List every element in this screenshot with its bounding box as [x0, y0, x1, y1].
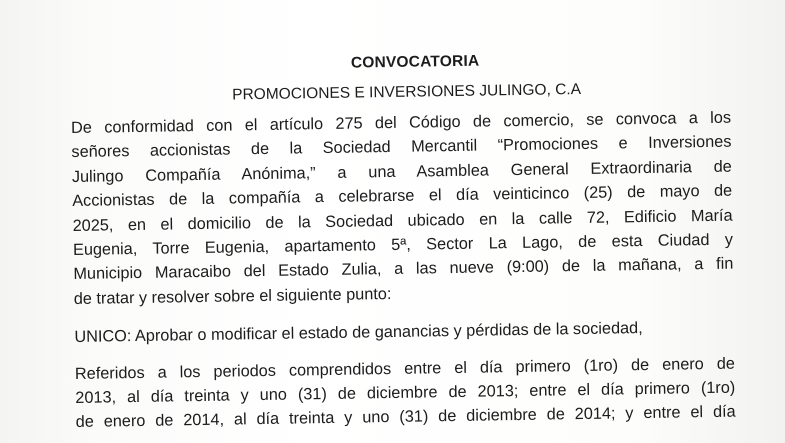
periods-paragraph	[75, 351, 736, 435]
paragraph-line: 2013, al día treinta y uno (31) de diciembre de 2013; entre el día primero (1ro)	[75, 378, 736, 407]
paragraph-line: de tratar y resolver sobre el siguiente punto:	[73, 284, 392, 308]
paragraph-line: Referidos a los periodos comprendidos entre el día primero (1ro) de enero de	[74, 354, 736, 383]
convocation-paragraph	[71, 106, 734, 311]
paragraph-line: de enero de 2014, al día treinta y uno (31) de diciembre de 2014; y entre el día	[75, 402, 736, 432]
paragraph-line: 2025, en el domicilio de la Sociedad ubicado en la calle 72, Edificio María	[72, 206, 733, 235]
unico-point: UNICO: Aprobar o modificar el estado de ganancias y pérdidas de la sociedad,	[74, 319, 643, 347]
convocatoria-sheet	[70, 48, 736, 435]
paragraph-line: De conformidad con el artículo 275 del Código de comercio, se convoca a los	[70, 108, 732, 137]
paragraph-line: señores accionistas de la Sociedad Mercantil “Promociones e Inversiones	[71, 133, 732, 162]
company-name: PROMOCIONES E INVERSIONES JULINGO, C.A	[232, 80, 582, 104]
paragraph-line: Accionistas de la compañía a celebrarse el día veinticinco (25) de mayo de	[72, 181, 733, 211]
paragraph-line: Julingo Compañía Anónima,” a una Asamblea General Extraordinaria de	[71, 157, 732, 186]
document-title: CONVOCATORIA	[350, 52, 480, 72]
paragraph-line: Municipio Maracaibo del Estado Zulia, a las nueve (9:00) de la mañana, a fin	[73, 254, 734, 284]
paragraph-line: Eugenia, Torre Eugenia, apartamento 5ª, Sector La Lago, de esta Ciudad y	[72, 230, 734, 259]
